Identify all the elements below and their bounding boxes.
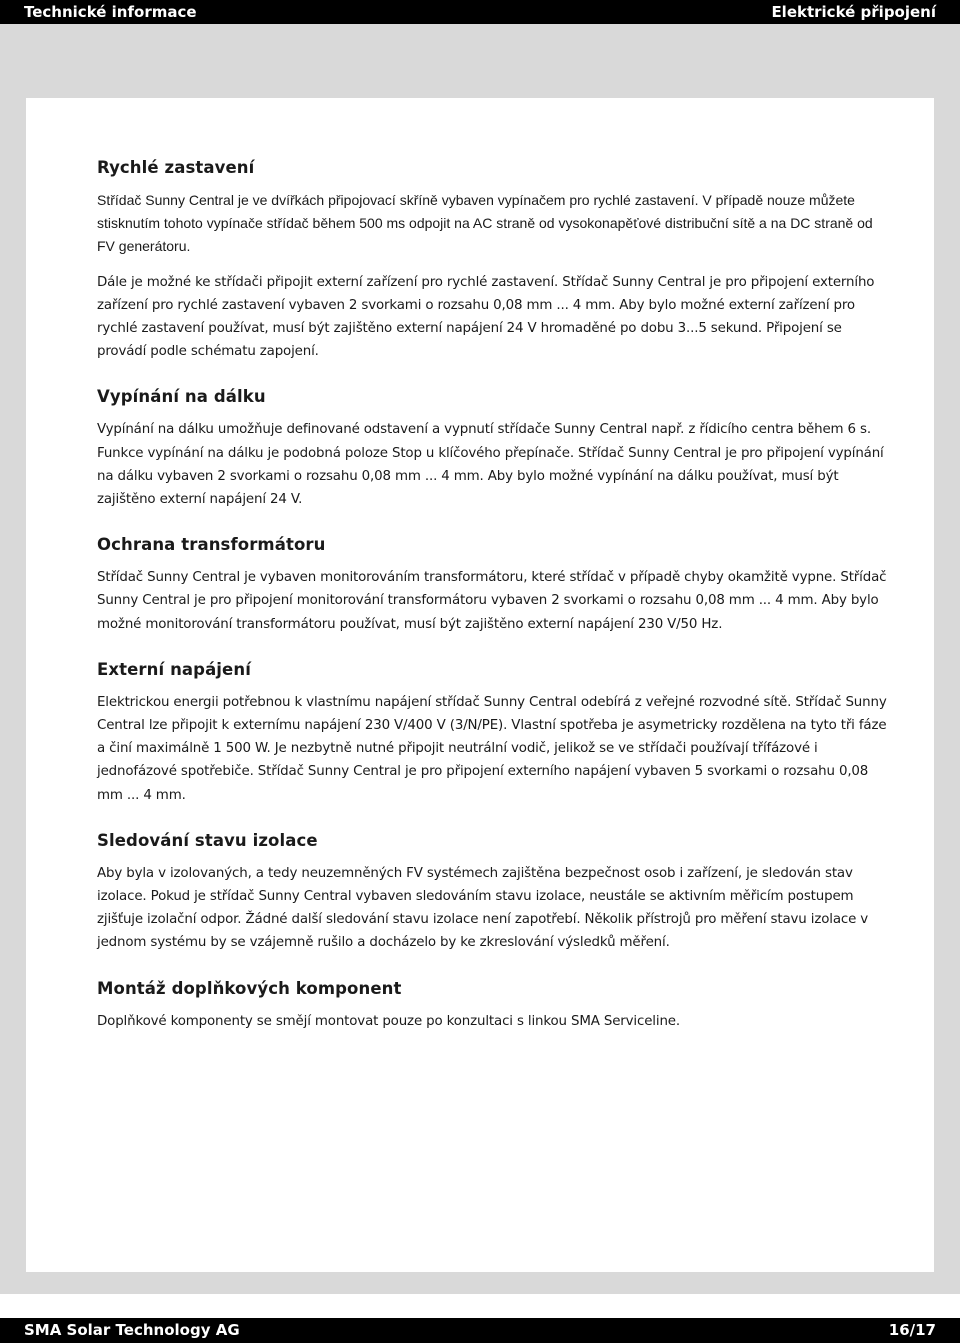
section-heading: Montáž doplňkových komponent xyxy=(97,978,402,998)
section-heading: Rychlé zastavení xyxy=(97,158,255,177)
header-chapter-title: Elektrické připojení xyxy=(771,3,936,21)
footer-page-number: 16/17 xyxy=(888,1321,936,1339)
page-header xyxy=(0,0,960,24)
section-remote-shutdown xyxy=(97,387,887,511)
section-paragraph: Dále je možné ke střídači připojit externí zařízení pro rychlé zastavení. Střídač Sunny Central je pro připojení externího zařízení pro rychlé zastavení vybaven 2 svorkami o rozsahu 0,08 mm ... 4 mm. Aby bylo možné externí zařízení pro rychlé zastavení používat, musí být zajištěno externí napájení 24 V hromaděné po dobu 3...5 sekund. Připojení se provádí podle schématu zapojení. xyxy=(97,274,875,360)
document-body xyxy=(97,158,887,1057)
section-insulation-monitoring xyxy=(97,831,887,955)
section-heading: Ochrana transformátoru xyxy=(97,535,326,555)
section-rapid-stop xyxy=(97,158,887,363)
header-document-type: Technické informace xyxy=(24,3,197,21)
page-footer xyxy=(0,1318,960,1343)
section-paragraph: Doplňkové komponenty se smějí montovat pouze po konzultaci s linkou SMA Serviceline. xyxy=(97,1013,680,1029)
section-heading: Vypínání na dálku xyxy=(97,387,266,407)
section-heading: Sledování stavu izolace xyxy=(97,830,318,850)
section-paragraph: Elektrickou energii potřebnou k vlastnímu napájení střídač Sunny Central odebírá z veřejné rozvodné sítě. Střídač Sunny Central lze připojit k externímu napájení 230 V/400 V (3/N/PE). Vlastní spotřeba je asymetricky rozdělena na tyto tři fáze a činí maximálně 1 500 W. Je nezbytně nutné připojit neutrální vodič, jelikož se ve střídači používají třífázové i jednofázové spotřebiče. Střídač Sunny Central je pro připojení externího napájení vybaven 5 svorkami o rozsahu 0,08 mm ... 4 mm. xyxy=(97,694,887,803)
section-paragraph: Vypínání na dálku umožňuje definované odstavení a vypnutí střídače Sunny Central např. z řídicího centra během 6 s. Funkce vypínání na dálku je podobná poloze Stop u klíčového přepínače. Střídač Sunny Central je pro připojení vypínání na dálku vybaven 2 svorkami o rozsahu 0,08 mm ... 4 mm. Aby bylo možné vypínání na dálku používat, musí být zajištěno externí napájení 24 V. xyxy=(97,422,884,508)
section-paragraph: Aby byla v izolovaných, a tedy neuzemněných FV systémech zajištěna bezpečnost osob i zařízení, je sledován stav izolace. Pokud je střídač Sunny Central vybaven sledováním stavu izolace, neustále se aktivním měřicím postupem zjišťuje izolační odpor. Žádné další sledování stavu izolace není zapotřebí. Několik přístrojů pro měření stavu izolace v jednom systému by se vzájemně rušilo a docházelo by ke zkreslování výsledků měření. xyxy=(97,865,869,951)
section-external-supply xyxy=(97,660,887,807)
section-transformer-protection xyxy=(97,535,887,636)
content-panel xyxy=(26,98,934,1272)
section-heading: Externí napájení xyxy=(97,659,251,679)
section-additional-components xyxy=(97,979,887,1033)
section-paragraph: Střídač Sunny Central je ve dvířkách připojovací skříně vybaven vypínačem pro rychlé zastavení. V případě nouze můžete stisknutím tohoto vypínače střídač během 500 ms odpojit na AC straně od vysokonapěťové distribuční sítě a na DC straně od FV generátoru. xyxy=(97,192,873,255)
footer-company: SMA Solar Technology AG xyxy=(24,1321,240,1339)
section-paragraph: Střídač Sunny Central je vybaven monitorováním transformátoru, které střídač v případě chyby okamžitě vypne. Střídač Sunny Central je pro připojení monitorování transformátoru vybaven 2 svorkami o rozsahu 0,08 mm ... 4 mm. Aby bylo možné monitorování transformátoru používat, musí být zajištěno externí napájení 230 V/50 Hz. xyxy=(97,570,887,632)
